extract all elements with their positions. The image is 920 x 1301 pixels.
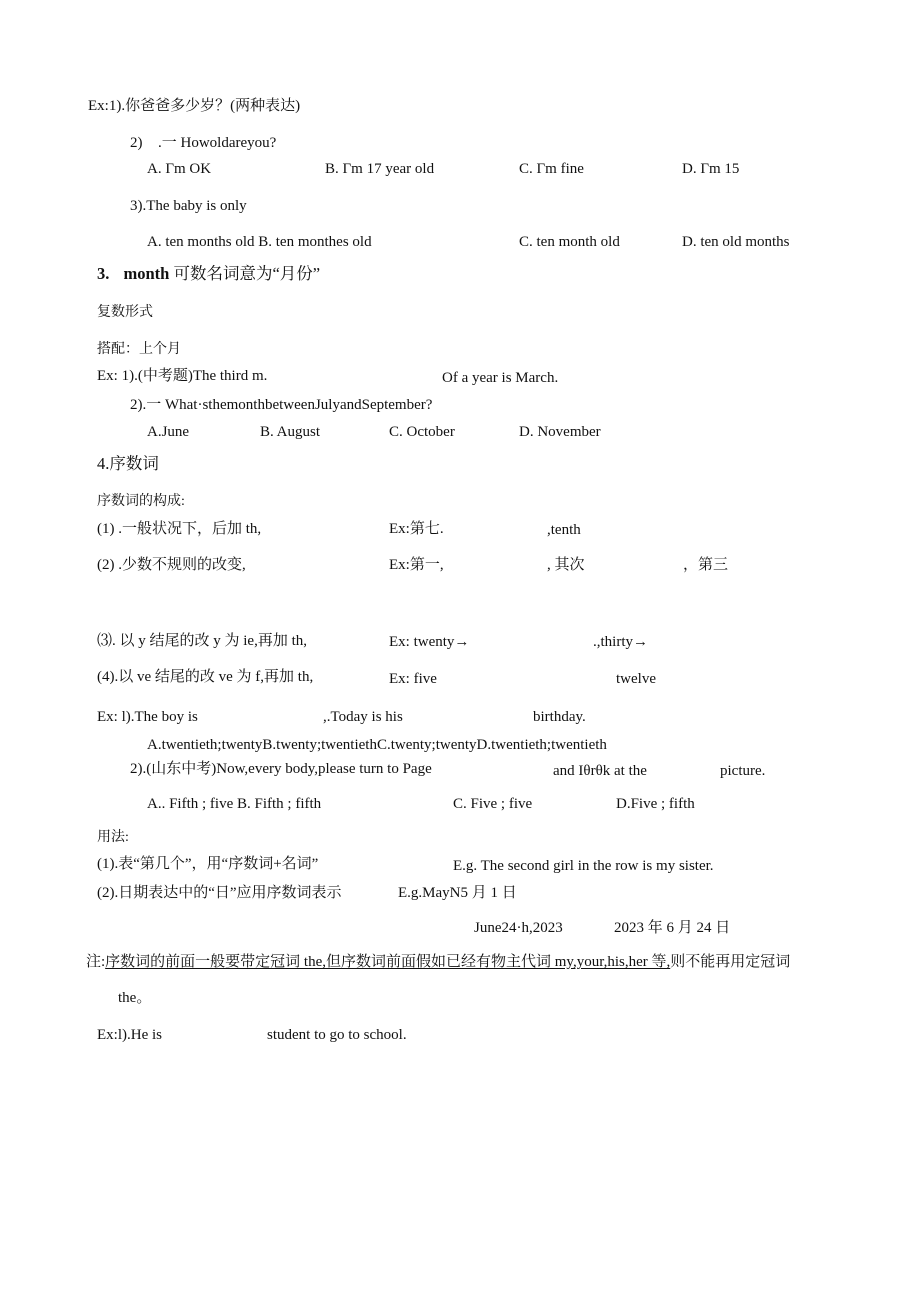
usage-rule-1: (1).表“第几个”，用“序数词+名词” bbox=[97, 856, 319, 872]
exercise-3-options-ab: A. ten months old B. ten monthes old bbox=[147, 234, 372, 250]
note-text: 序数词的前面一般要带定冠词 the,但序数词前面假如已经有物主代词 my,your,his,her 等, bbox=[105, 954, 671, 970]
exercise-2-option-c: C. Γm fine bbox=[519, 161, 584, 177]
exercise-1-question: Ex:1).你爸爸多少岁？(两种表达) bbox=[88, 98, 301, 114]
ordinal-exercise-1-part-c: birthday. bbox=[533, 709, 586, 725]
ordinal-rule-2-answer-third: ，第三 bbox=[683, 557, 729, 573]
usage-rule-2-example: E.g.MayN5 月 1 日 bbox=[398, 885, 517, 901]
exercise-2-option-b: B. Γm 17 year old bbox=[325, 161, 435, 177]
ordinal-exercise-2-part-a: 2).(山东中考)Now,every body,please turn to Page bbox=[130, 761, 432, 777]
note-line bbox=[86, 955, 790, 970]
ordinal-exercise-1-options: A.twentieth;twentyB.twenty;twentiethC.twenty;twentyD.twentieth;twentieth bbox=[147, 737, 607, 753]
month-exercise-1-left: Ex: 1).(中考题)The third m. bbox=[97, 368, 268, 384]
ordinal-rule-3: ⑶. 以 y 结尾的改 y 为 ie,再加 th, bbox=[97, 633, 307, 649]
ordinal-rule-3-answer: .,thirty→ bbox=[593, 634, 648, 650]
ordinal-exercise-2-part-c: picture. bbox=[720, 763, 766, 779]
ordinal-exercise-2-options-ab: A.. Fifth ; five B. Fifth ; fifth bbox=[147, 796, 322, 812]
exercise-2-option-d: D. Γm 15 bbox=[682, 161, 740, 177]
usage-heading: 用法: bbox=[97, 830, 129, 845]
date-english-example: June24·h,2023 bbox=[474, 920, 563, 936]
ordinal-rule-4-example: Ex: five bbox=[389, 671, 437, 687]
section-3-number: 3. bbox=[97, 264, 110, 283]
ordinal-rule-1: (1) .一般状况下，后加 th, bbox=[97, 521, 262, 537]
final-exercise-part-b: student to go to school. bbox=[267, 1027, 407, 1043]
ordinal-rule-2-example: Ex:第一, bbox=[389, 557, 444, 573]
plural-form-label: 复数形式 bbox=[97, 305, 153, 320]
ordinal-exercise-2-part-b: and Iθrθk at the bbox=[553, 763, 647, 779]
month-exercise-2-question: 2).一 What·sthemonthbetweenJulyandSeptember? bbox=[130, 397, 433, 413]
month-exercise-2-option-b: B. August bbox=[260, 424, 321, 440]
note-tail: 则不能再用定冠词 bbox=[670, 954, 791, 970]
exercise-3-question: 3).The baby is only bbox=[130, 198, 247, 214]
ordinal-rule-3-example: Ex: twenty→ bbox=[389, 634, 470, 650]
month-exercise-2-option-c: C. October bbox=[389, 424, 455, 440]
ordinal-formation-label: 序数词的构成: bbox=[97, 494, 185, 509]
usage-rule-2: (2).日期表达中的“日”应用序数词表示 bbox=[97, 885, 342, 901]
ordinal-rule-2-answer-second: , 其次 bbox=[547, 557, 585, 573]
section-3-keyword: month bbox=[123, 264, 170, 283]
exercise-2-question: .一 Howoldareyou? bbox=[158, 135, 277, 151]
section-3-heading bbox=[97, 266, 320, 283]
ordinal-rule-4-answer: twelve bbox=[616, 671, 656, 687]
ordinal-exercise-2-option-d: D.Five ; fifth bbox=[616, 796, 695, 812]
exercise-2-number: 2) bbox=[130, 135, 143, 151]
note-label: 注: bbox=[86, 954, 106, 970]
section-3-title: 可数名词意为“月份” bbox=[173, 264, 321, 283]
ordinal-rule-1-example: Ex:第七. bbox=[389, 521, 444, 537]
ordinal-exercise-1-part-a: Ex: l).The boy is bbox=[97, 709, 198, 725]
note-continuation: the。 bbox=[118, 990, 152, 1006]
ordinal-rule-2: (2) .少数不规则的改变, bbox=[97, 557, 246, 573]
ordinal-exercise-2-option-c: C. Five ; five bbox=[453, 796, 533, 812]
ordinal-exercise-1-part-b: ,.Today is his bbox=[323, 709, 403, 725]
usage-rule-1-example: E.g. The second girl in the row is my sister. bbox=[453, 858, 714, 874]
ordinal-rule-4: (4).以 ve 结尾的改 ve 为 f,再加 th, bbox=[97, 669, 314, 685]
exercise-3-option-d: D. ten old months bbox=[682, 234, 790, 250]
exercise-3-option-c: C. ten month old bbox=[519, 234, 620, 250]
month-exercise-2-option-d: D. November bbox=[519, 424, 601, 440]
month-exercise-2-option-a: A.June bbox=[147, 424, 190, 440]
section-4-heading: 4.序数词 bbox=[97, 454, 159, 473]
final-exercise-part-a: Ex:l).He is bbox=[97, 1027, 162, 1043]
exercise-2-option-a: A. Γm OK bbox=[147, 161, 212, 177]
date-chinese-example: 2023 年 6 月 24 日 bbox=[614, 920, 731, 936]
month-exercise-1-right: Of a year is March. bbox=[442, 370, 559, 386]
ordinal-rule-1-answer: ,tenth bbox=[547, 522, 581, 538]
collocation-label: 搭配：上个月 bbox=[97, 342, 181, 357]
